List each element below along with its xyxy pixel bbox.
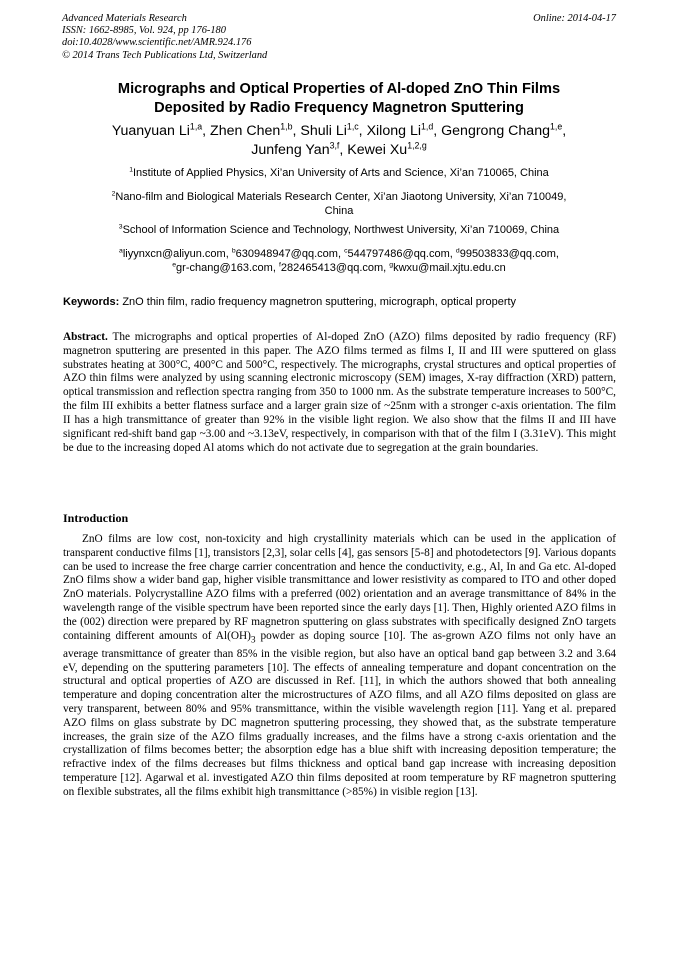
author-separator: ,: [433, 123, 442, 139]
paper-title: [60, 80, 618, 117]
affiliation-line: [60, 191, 618, 205]
abstract-label: Abstract.: [63, 331, 108, 343]
journal-copyright: © 2014 Trans Tech Publications Ltd, Switzerland: [62, 49, 268, 61]
keywords-label: Keywords:: [63, 296, 120, 308]
author-name: Xilong Li: [366, 123, 421, 139]
author-separator: ,: [358, 123, 367, 139]
keywords: [63, 296, 615, 309]
chemical-subscript: 3: [250, 634, 256, 645]
section-heading-introduction: Introduction: [63, 511, 129, 525]
email-sup: g: [389, 261, 394, 269]
author-separator: ,: [562, 123, 567, 139]
email-sup: e: [172, 261, 177, 269]
introduction-text-part-2: powder as doping source [10]. The as-grown AZO films not only have an average transmittance of greater than 85% in the visible region, but also have an optical band gap between 3.2 and 3.64 eV, depending on the sputtering parameters [10]. The effects of annealing temperature and dopant concentration on the structural and optical properties of AZO are discussed in Ref. [11], in which the authors showed that both annealing temperature and doping concentration alter the microstructures of AZO films, and all AZO films deposited on glass are very transparent, between 80% and 95% transmittance, within the visible wavelength region [11]. Yang et al. prepared AZO films on glass substrate by DC magnetron sputtering processing, they showed that, as the substrate temperature increases, the grain size of the AZO films gradually increases, and the films have a strong c-axis orientation and the crystallization of films becomes better; the absorption edge has a blue shift with increasing deposition temperature; the refractive index of the films decreases but films thickness and optical band gap increase with increasing deposition temperature [12]. Agarwal et al. investigated AZO thin films deposited at room temperature by RF magnetron sputtering on flexible substrates, all the films exhibit high transmittance (>85%) in visible region [13].: [63, 629, 617, 798]
journal-issn: ISSN: 1662-8985, Vol. 924, pp 176-180: [62, 25, 226, 37]
email-address: 99503833@qq.com: [459, 248, 556, 260]
title-line-2: Deposited by Radio Frequency Magnetron Sputtering: [154, 99, 524, 116]
author-affil-sup: 3,f: [329, 140, 340, 151]
email-address: liyynxcn@aliyun.com: [122, 248, 226, 260]
author-separator: ,: [202, 123, 211, 139]
email-separator: ,: [555, 248, 559, 260]
author-affil-sup: 1,a: [189, 121, 203, 132]
email-address: 630948947@qq.com: [235, 248, 338, 260]
affiliation-text: School of Information Science and Technology, Northwest University, Xi’an 710069, China: [122, 224, 560, 236]
email-separator: ,: [225, 248, 232, 260]
author-name: Junfeng Yan: [251, 142, 330, 158]
affiliation-text: Nano-film and Biological Materials Research Center, Xi’an Jiaotong University, Xi’an 710049,: [115, 191, 567, 203]
online-date: Online: 2014-04-17: [533, 13, 616, 24]
author-separator: ,: [292, 123, 301, 139]
title-line-1: Micrographs and Optical Properties of Al-doped ZnO Thin Films: [117, 81, 561, 97]
author-line-2: [60, 141, 618, 160]
introduction-text-part-1: ZnO films are low cost, non-toxicity and high crystallinity materials which can be used in the application of transparent conductive films [1], transistors [2,3], solar cells [4], gas sensors [5-8] and photodetectors [9]. Various dopants can be used to increase the free charge carrier concentration and hence the conductivity, e.g., Al, In and Ga etc. Al-doped ZnO films show a wider band gap, higher visible transmittance and lower resistivity as compared to ITO and other doped ZnO materials. Polycrystalline AZO films with a preferred (002) orientation and an average transmittance of 84% in the wavelength range of the visible spectrum have been reported since the early days [1]. Then, Highly oriented AZO films in the (002) direction were prepared by RF magnetron sputtering on glass substrates with specifically designed ZnO targets containing different amounts of Al(OH): [63, 533, 616, 642]
author-affil-sup: 1,b: [280, 121, 293, 132]
author-affil-sup: 1,2,g: [407, 140, 427, 151]
affiliation-1: [60, 167, 618, 181]
journal-header: [62, 13, 267, 62]
author-separator: ,: [339, 142, 348, 158]
author-affil-sup: 1,e: [549, 121, 563, 132]
affiliation-line: China: [324, 204, 354, 217]
author-name: Shuli Li: [300, 123, 347, 139]
abstract-text: The micrographs and optical properties of Al-doped ZnO (AZO) films deposited by radio frequency (RF) magnetron sputtering are presented in this paper. The AZO films termed as films I, II and III were sputtered on glass substrates heating at 300°C, 400°C and 500°C, respectively. The micrographs, crystal structures and optical properties of AZO thin films were analyzed by using scanning electronic microscopy (SEM) images, X-ray diffraction (XRD) pattern, optical transmission and reflection spectra ranging from 350 to 1000 nm. As the substrate temperature increases to 500°C, the film III exhibits a better flatness surface and a larger grain size of ~25nm with a stronger c-axis orientation. The film II has a high transmittance of greater than 92% in the visible light region. We also show that the films II and III have significant red-shift band gap ~3.00 and ~3.13eV, respectively, in comparison with that of the film I (3.31eV). This might be due to the increasing doped Al atoms which do not activate due to segregation at the grain boundaries.: [63, 331, 616, 454]
author-name: Gengrong Chang: [441, 123, 550, 139]
email-separator: ,: [449, 248, 456, 260]
email-address: 282465413@qq.com: [280, 261, 384, 274]
author-affil-sup: 1,c: [346, 121, 359, 132]
author-line-1: [60, 122, 618, 141]
email-sup: c: [344, 247, 348, 255]
author-name: Kewei Xu: [347, 142, 408, 158]
email-address: kwxu@mail.xjtu.edu.cn: [393, 261, 506, 274]
email-sup: a: [119, 247, 123, 255]
journal-doi: doi:10.4028/www.scientific.net/AMR.924.176: [62, 37, 252, 49]
introduction-paragraph: [63, 533, 616, 800]
email-sup: b: [231, 247, 236, 255]
affiliation-3: [60, 224, 618, 238]
keywords-text: ZnO thin film, radio frequency magnetron sputtering, micrograph, optical property: [122, 296, 517, 308]
author-name: Yuanyuan Li: [111, 123, 190, 139]
email-line-2: [60, 262, 618, 276]
author-list: [60, 122, 618, 160]
affiliation-number: 2: [111, 190, 116, 198]
affiliation-number: 3: [118, 223, 123, 231]
email-sup: d: [455, 247, 460, 255]
email-separator: ,: [383, 261, 390, 274]
email-address: 544797486@qq.com: [347, 248, 450, 260]
abstract: [63, 331, 616, 455]
affiliation-number: 1: [129, 166, 133, 174]
affiliation-text: Institute of Applied Physics, Xi’an University of Arts and Science, Xi’an 710065, China: [133, 167, 549, 179]
email-line-1: [60, 248, 618, 262]
email-separator: ,: [272, 261, 279, 274]
author-affil-sup: 1,d: [421, 121, 434, 132]
affiliation-2: [60, 191, 618, 218]
email-sup: f: [278, 261, 281, 269]
journal-name: Advanced Materials Research: [62, 13, 187, 24]
email-list: [60, 248, 618, 276]
email-address: gr-chang@163.com: [176, 261, 273, 274]
email-separator: ,: [337, 248, 345, 260]
author-name: Zhen Chen: [210, 123, 281, 139]
